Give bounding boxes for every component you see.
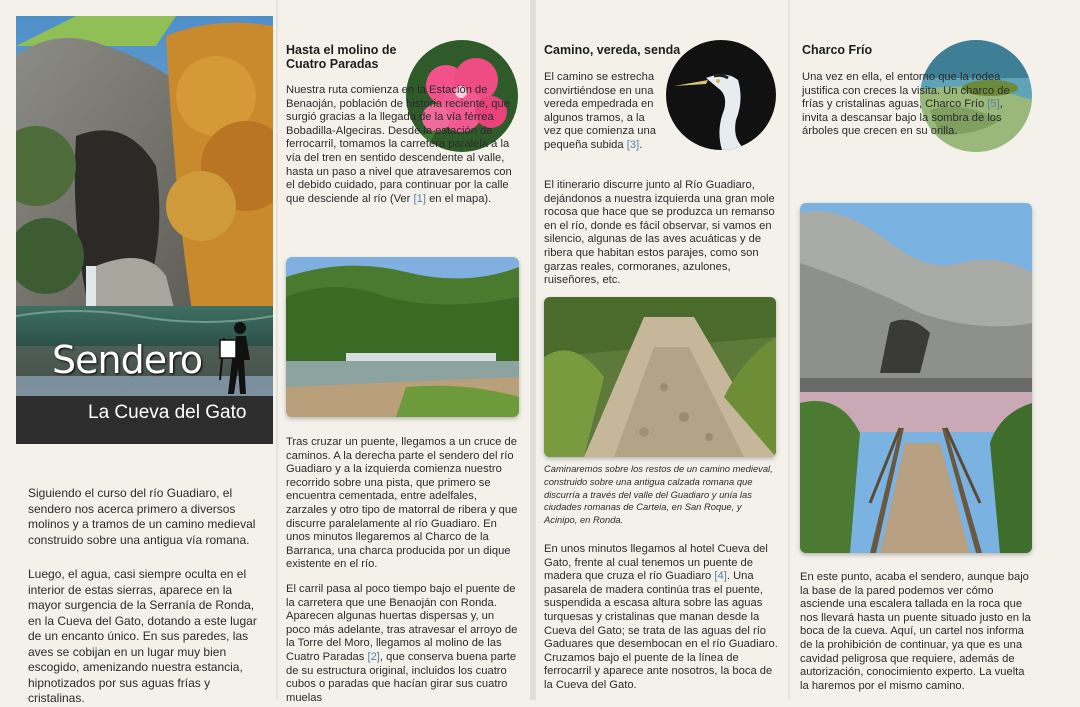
cover-subtitle: La Cueva del Gato [88,402,247,423]
charco-heading: Charco Frío [802,43,873,57]
molino-p3-text: El carril pasa al poco tiempo bajo el puente de la carretera que une Benaoján con Ronda. Aparecen algunas huertas dispersas y, un poco más adelante, tras atravesar el arroyo de la Torre del Moro, llegamos al molino de las Cuatro Paradas [286,583,518,663]
cover-panel [0,0,276,705]
molino-paragraph-3 [286,583,521,705]
molino-paragraph-2: Tras cruzar un puente, llegamos a un cruce de caminos. A la derecha parte el sendero del río Guadiaro y a la izquierda comienza nuestro recorrido sobre una pista, que primero se encuentra cementada, entre adelfales, zarzales y otro tipo de matorral de ribera y que discurre paralelamente al río Guadiaro. En unos minutos llegaremos al Charco de la Barranca, una charca producida por un dique existente en el río. [286,436,518,571]
map-ref-1: [1] [413,192,426,205]
molino-heading: Hasta el molino de Cuatro Paradas [286,43,397,71]
camino-panel [536,0,786,700]
camino-paragraph-3 [544,543,778,693]
camino-p1-text: El camino se estrecha convirtiéndose en una vereda empedrada en algunos tramos, a la vez que comienza una pequeña subida [544,71,656,151]
charco-panel [792,0,1080,700]
bridge-photo [800,203,1032,553]
molino-p1-end: en el mapa). [429,192,492,205]
charco-p1-text: Una vez en ella, el entorno que la rodea justifica con creces la visita. Un charco de frías y cristalinas aguas, Charco Frío [802,71,1010,111]
molino-p1-text: Nuestra ruta comienza en la Estación de Benaoján, población de historia reciente, que surgió gracias a la llegada de la vía férrea Bobadilla-Algeciras. Desde la estación de ferrocarril, tomamos la carretera paralela a la vía del tren en sentido descendente al valle, hasta un paso a nivel que atravesaremos con el debido cuidado, para continuar por la calle que desciende al río (Ver [286,84,512,205]
river-weir-photo [286,257,519,417]
camino-paragraph-2: El itinerario discurre junto al Río Guadiaro, dejándonos a nuestra izquierda una gran mole rocosa que hace que se produzca un remanso en el río, donde es fácil observar, si vamos en silencio, algunas de las aves acuáticas y de ribera que habitan estos parajes, como son garzas reales, cormoranes, azulones, ruiseñores, etc. [544,179,775,287]
hiker-icon [216,320,264,396]
roman-road-photo [544,297,776,457]
cover-photo [16,16,273,444]
camino-p3-text: En unos minutos llegamos al hotel Cueva del Gato, frente al cual tenemos un puente de madera que cruza el río Guadiaro [544,543,768,583]
fold-line-right [788,0,790,700]
molino-paragraph-1 [286,84,521,206]
cover-paragraph: Luego, el agua, casi siempre oculta en el interior de estas sierras, aparece en la mayor surgencia de la Serranía de Ronda, en la Cueva del Gato, dotando a este lugar de un encanto único. En sus paredes, las aves se cobijan en un lugar muy bien escogido, amenizando nuestra estancia, hipnotizados por sus aguas frías y cristalinas. [28,567,257,705]
charco-paragraph-1 [802,71,1028,139]
camino-paragraph-1 [544,71,664,153]
charco-paragraph-2: En este punto, acaba el sendero, aunque bajo la base de la pared podemos ver cómo asciende una escalera tallada en la roca que nos llevará hasta un puente situado justo en la boca de la cueva. Aquí, un cartel nos informa de la prohibición de continuar, ya que es una cavidad peligrosa que requiere, además de autorización, conocimiento experto. La vuelta la haremos por el mismo camino. [800,571,1031,692]
cover-intro: Siguiendo el curso del río Guadiaro, el sendero nos acerca primero a diversos molinos y a tramos de un camino medieval construido sobre una antigua vía romana. [28,486,256,547]
molino-panel [278,0,530,704]
charco-p1-end: , invita a descansar bajo la sombra de los árboles que crecen en su orilla. [802,98,1003,138]
molino-p3-end: , que conserva buena parte de su estructura original, incluidos los cuatro cubos o paradas que hacían girar sus cuatro muelas [286,650,517,704]
roman-road-caption: Caminaremos sobre los restos de un camino medieval, construido sobre una antigua calzada romana que discurría a través del valle del Guadiaro y unía las ciudades romanas de Carteia, en San Roque, y Acinipo, en Ronda. [544,463,773,526]
map-ref-2: [2] [367,650,380,663]
cover-title: Sendero [52,338,203,382]
map-ref-4: [4] [714,570,727,583]
heron-photo [666,40,776,150]
camino-p1-end: . [639,138,643,151]
map-ref-5: [5] [987,98,1000,111]
camino-p3-end: . Una pasarela de madera continúa tras el puente, suspendida a escasa altura sobre las aguas turquesas y cristalinas que manan desde la Cueva del Gato; se trata de las aguas del río Gaduares que desembocan en el río Guadiaro. Cruzamos bajo el puente de la línea de ferrocarril y aparece ante nosotros, la boca de la Cueva del Gato. [544,570,778,691]
map-ref-3: [3] [626,138,640,151]
camino-heading: Camino, vereda, senda [544,43,681,57]
